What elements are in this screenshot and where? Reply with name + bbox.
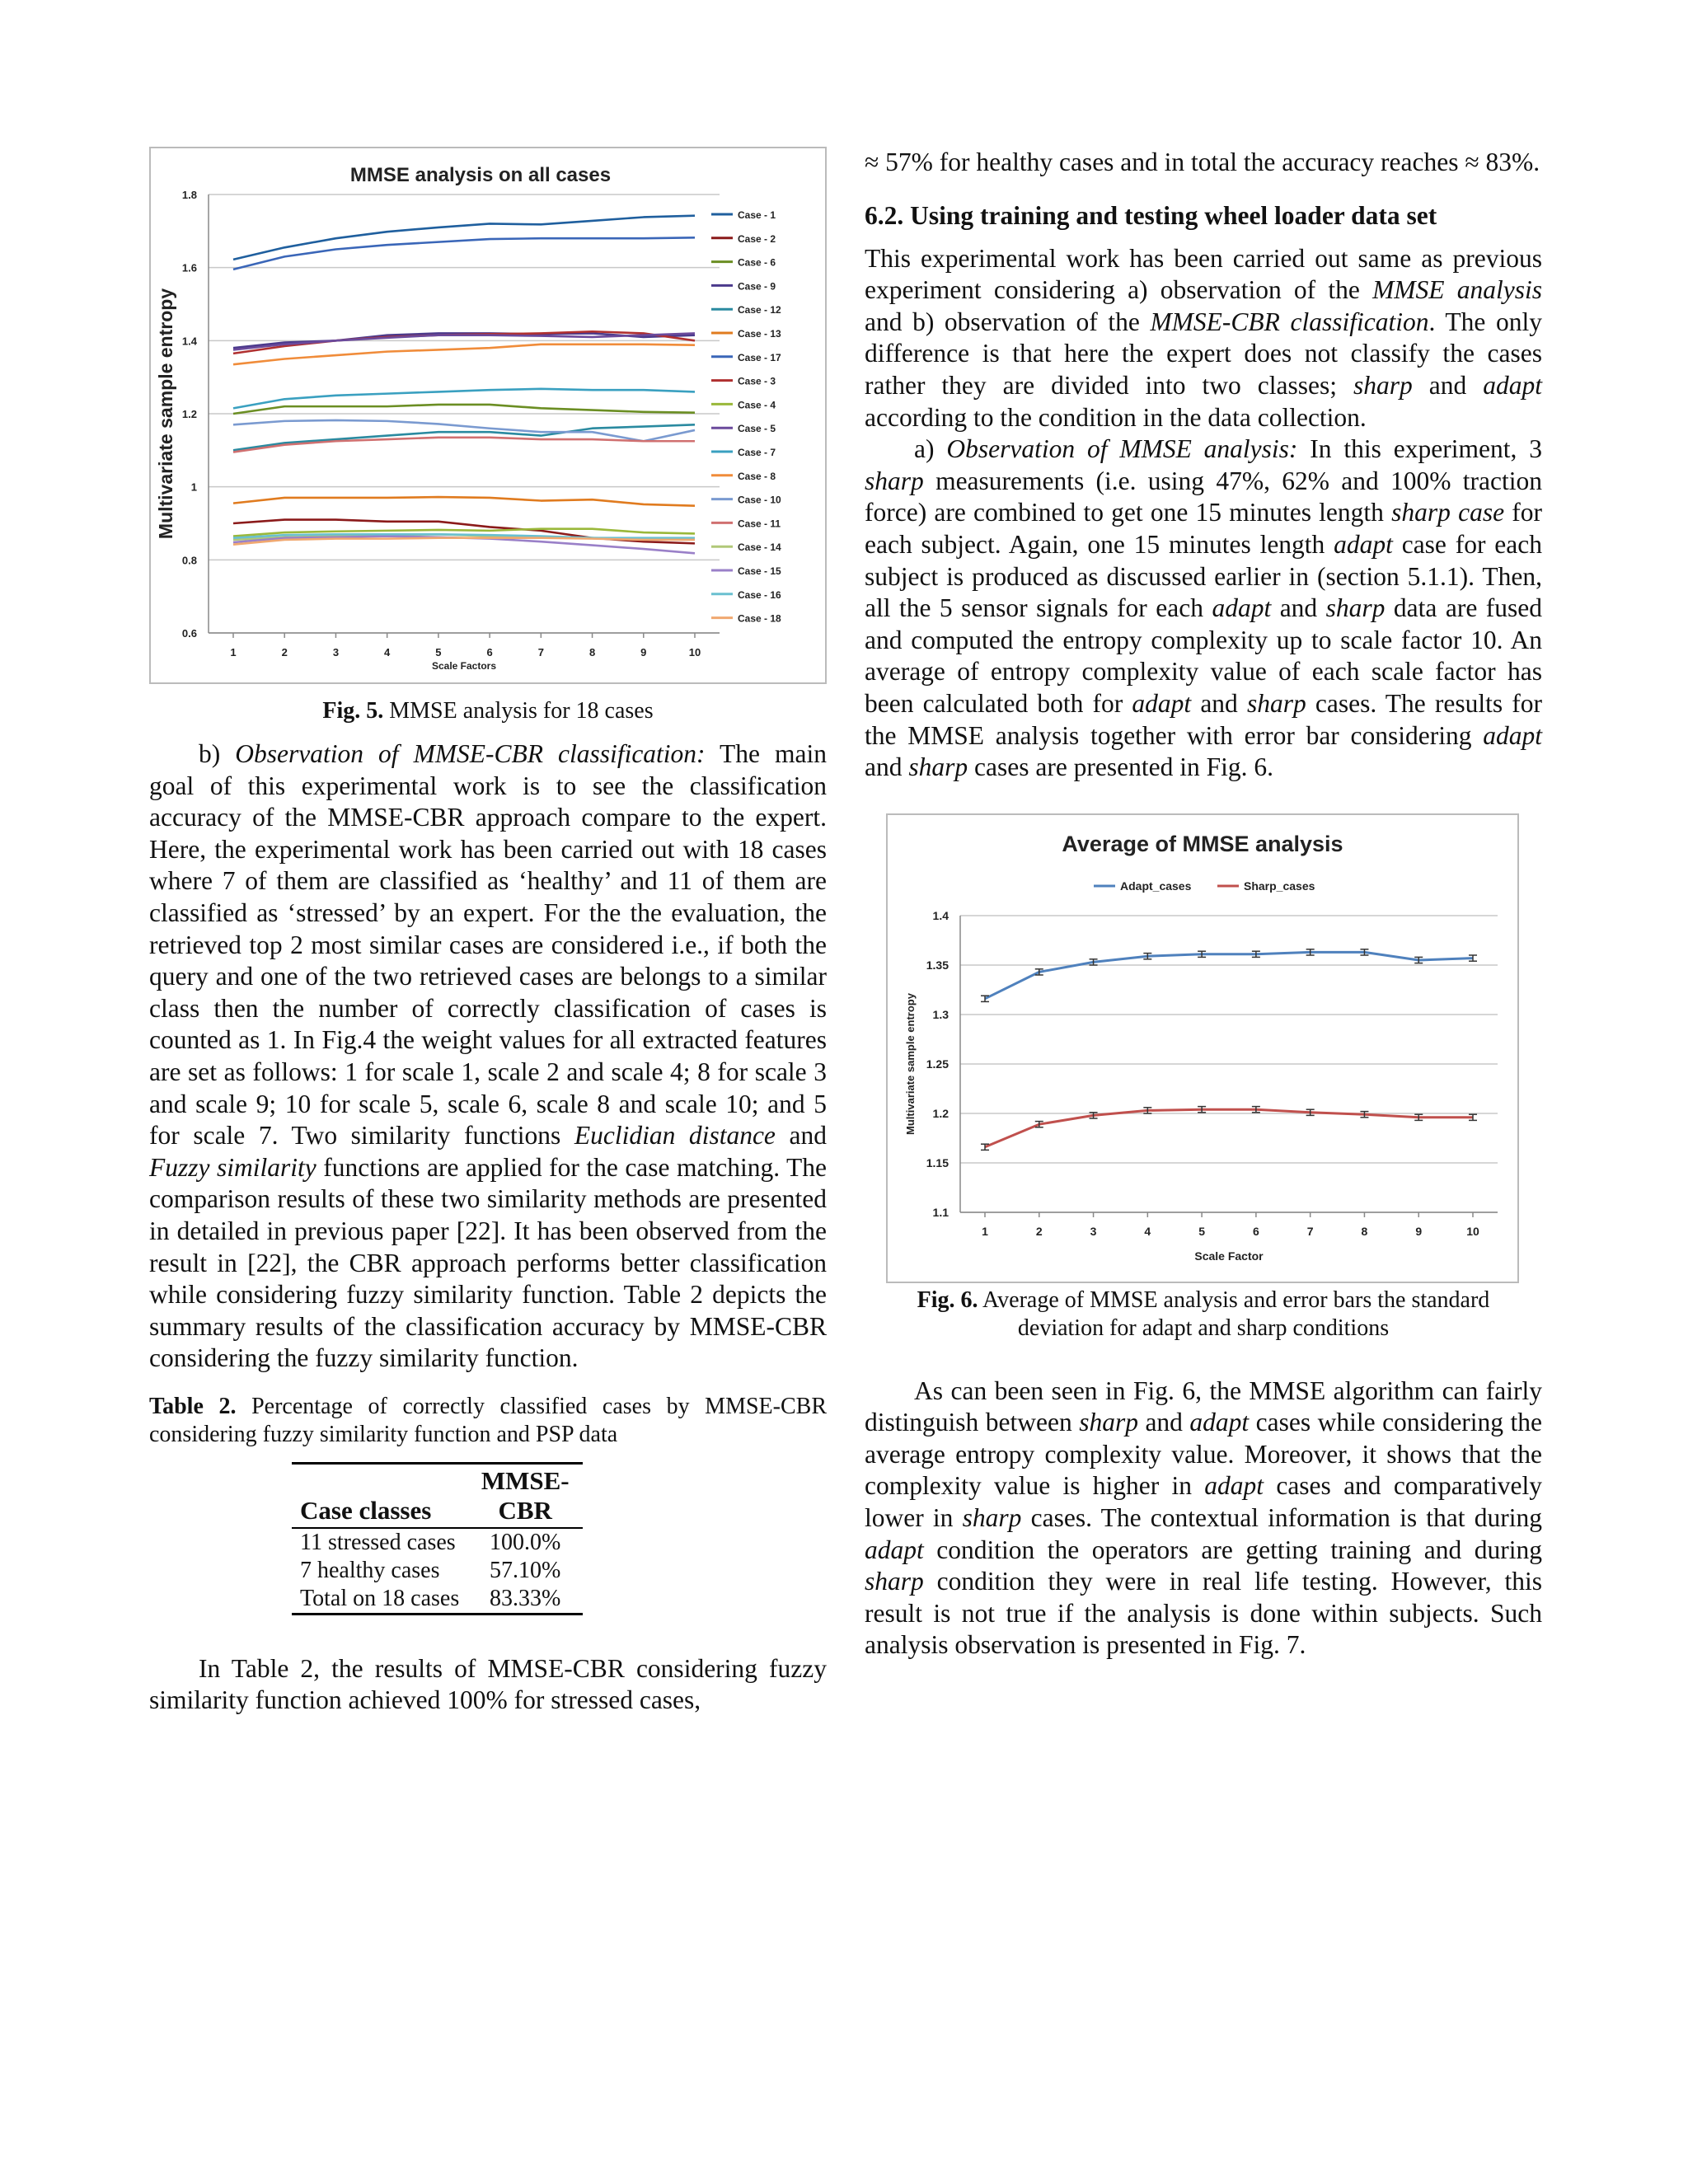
legend-label: Case - 8 xyxy=(738,470,776,482)
x-tick-label: 5 xyxy=(1198,1224,1206,1238)
y-tick-label: 1.15 xyxy=(926,1155,949,1169)
series-line xyxy=(233,237,695,269)
table2-cell-value: 57.10% xyxy=(490,1557,561,1583)
figure-5 xyxy=(149,147,827,684)
legend-label: Sharp_cases xyxy=(1244,879,1315,893)
x-tick-label: 2 xyxy=(281,646,288,658)
table2-header-mmse-cbr: MMSE-CBR xyxy=(481,1465,570,1525)
series-line xyxy=(233,497,695,506)
fig5-caption-text: MMSE analysis for 18 cases xyxy=(383,698,654,724)
figure-6 xyxy=(886,813,1519,1283)
legend-label: Case - 4 xyxy=(738,399,776,411)
right-paragraph-1: This experimental work has been carried out same as previous experiment considering a) observation of the MMSE analysis and b) observation of the MMSE-CBR classification. The only difference is that here the expert does not classify the cases rather they are divided into two classes; sharp and adapt according to the condition in the data collection. xyxy=(865,243,1543,432)
x-tick-label: 3 xyxy=(1090,1224,1097,1238)
chart-title: MMSE analysis on all cases xyxy=(349,164,612,186)
y-tick-label: 0.6 xyxy=(181,627,197,640)
legend-label: Case - 7 xyxy=(738,447,776,458)
fig6-caption xyxy=(865,1286,1542,1343)
section-heading-6-2: 6.2. Using training and testing wheel loader data set xyxy=(865,200,1437,230)
x-tick-label: 6 xyxy=(1252,1224,1259,1238)
table2-row xyxy=(292,1557,583,1585)
y-tick-label: 1.25 xyxy=(926,1057,949,1071)
right-paragraph-0: ≈ 57% for healthy cases and in total the accuracy reaches ≈ 83%. xyxy=(865,148,1540,176)
series-line xyxy=(233,405,695,414)
table2-row xyxy=(292,1528,583,1557)
left-paragraph-2: In Table 2, the results of MMSE-CBR considering fuzzy similarity function achieved 100% for stressed cases, xyxy=(149,1653,827,1715)
y-tick-label: 1.4 xyxy=(932,908,949,922)
x-tick-label: 7 xyxy=(537,646,544,658)
legend-label: Case - 14 xyxy=(738,541,781,554)
chart-title: Average of MMSE analysis xyxy=(1062,831,1343,856)
y-tick-label: 1.4 xyxy=(181,335,197,348)
left-column xyxy=(149,147,827,1717)
legend-label: Case - 16 xyxy=(738,588,781,601)
left-paragraph-1: b) Observation of MMSE-CBR classification: The main goal of this experimental work is to see the classification accuracy of the MMSE-CBR approach compare to the expert. Here, the experimental work has been carried out with 18 cases where 7 of them are classified as ‘healthy’ and 11 of them are classified as ‘stressed’ by an expert. For the the evaluation, the retrieved top 2 most similar cases are considered i.e., if both the query and one of the two retrieved cases are belongs to a similar class then the number of correctly classification of cases is counted as 1. In Fig.4 the weight values for all extracted features are set as follows: 1 for scale 1, scale 2 and scale 4; 8 for scale 3 and scale 9; 10 for scale 5, scale 6, scale 8 and scale 10; and 5 for scale 7. Two similarity functions Euclidian distance and Fuzzy similarity functions are applied for the case matching. The comparison results of these two similarity methods are presented in detailed in previous paper [22]. It has been observed from the result in [22], the CBR approach performs better classification while considering fuzzy similarity function. Table 2 depicts the summary results of the classification accuracy by MMSE-CBR considering the fuzzy similarity function. xyxy=(149,739,828,1373)
right-paragraph-3: As can been seen in Fig. 6, the MMSE algorithm can fairly distinguish between sharp and adapt cases while considering the average entropy complexity value. Moreover, it shows that the complexity value is higher in adapt cases and comparatively lower in sharp cases. The contextual information is that during adapt condition the operators are getting training and during sharp condition they were in real life testing. However, this result is not true if the analysis is done within subjects. Such analysis observation is presented in Fig. 7. xyxy=(865,1376,1543,1660)
table2-cell-label: Total on 18 cases xyxy=(300,1585,460,1611)
fig5-caption xyxy=(149,697,827,725)
legend-label: Case - 18 xyxy=(738,612,781,625)
x-tick-label: 9 xyxy=(1415,1224,1423,1238)
legend-label: Case - 15 xyxy=(738,565,781,577)
y-tick-label: 1.3 xyxy=(932,1007,949,1021)
x-tick-label: 10 xyxy=(1466,1224,1479,1238)
x-axis-label: Scale Factors xyxy=(431,660,497,672)
legend-label: Case - 17 xyxy=(738,351,781,363)
table2-row xyxy=(292,1585,583,1615)
series-line xyxy=(233,438,695,452)
legend-label: Case - 2 xyxy=(738,232,776,245)
table2-cell-value: 100.0% xyxy=(490,1529,561,1555)
fig6-caption-label: Fig. 6. xyxy=(917,1286,978,1313)
legend-label: Case - 3 xyxy=(738,375,776,387)
y-tick-label: 0.8 xyxy=(181,554,197,567)
right-paragraph-2: a) Observation of MMSE analysis: In this experiment, 3 sharp measurements (i.e. using 47%, 62% and 100% traction force) are combined to get one 15 minutes length sharp case for each subject. Again, one 15 minutes length adapt case for each subject is produced as discussed earlier in (section 5.1.1). Then, all the 5 sensor signals for each adapt and sharp data are fused and computed the entropy complexity up to scale factor 10. An average of entropy complexity value of each scale factor has been calculated both for adapt and sharp cases. The results for the MMSE analysis together with error bar considering adapt and sharp cases are presented in Fig. 6. xyxy=(865,434,1543,782)
y-tick-label: 1.1 xyxy=(932,1205,949,1219)
legend-label: Case - 13 xyxy=(738,328,781,340)
series-line xyxy=(233,344,695,364)
y-tick-label: 1.6 xyxy=(181,261,197,274)
legend-label: Case - 10 xyxy=(738,494,781,506)
legend-label: Case - 12 xyxy=(738,304,781,316)
x-tick-label: 4 xyxy=(1144,1224,1151,1238)
legend-label: Case - 1 xyxy=(738,209,776,221)
x-tick-label: 9 xyxy=(640,646,647,658)
y-tick-label: 1.8 xyxy=(181,189,197,201)
legend-label: Case - 9 xyxy=(738,280,776,293)
x-axis-label: Scale Factor xyxy=(1194,1249,1264,1263)
x-tick-label: 8 xyxy=(1361,1224,1368,1238)
x-tick-label: 7 xyxy=(1306,1224,1314,1238)
table2-caption: Table 2. Percentage of correctly classified cases by MMSE-CBR considering fuzzy similarity function and PSP data xyxy=(149,1393,828,1447)
x-tick-label: 3 xyxy=(332,646,340,658)
x-tick-label: 8 xyxy=(588,646,596,658)
y-tick-label: 1 xyxy=(190,480,197,494)
x-tick-label: 1 xyxy=(230,646,237,658)
y-axis-label: Multivariate sample entropy xyxy=(904,992,917,1135)
legend-label: Case - 11 xyxy=(738,518,781,530)
series-line xyxy=(985,952,1473,998)
y-tick-label: 1.35 xyxy=(926,958,949,972)
table2-cell-label: 11 stressed cases xyxy=(300,1529,456,1555)
y-axis-label: Multivariate sample entropy xyxy=(155,288,176,540)
fig5-chart xyxy=(151,148,825,682)
table2-header-case-classes: Case classes xyxy=(300,1495,432,1525)
fig6-caption-text: Average of MMSE analysis and error bars the standard deviation for adapt and sharp conditions xyxy=(978,1286,1490,1341)
x-tick-label: 4 xyxy=(384,646,391,658)
right-column xyxy=(865,147,1542,1661)
table2-cell-label: 7 healthy cases xyxy=(300,1557,440,1583)
legend-label: Case - 6 xyxy=(738,256,776,269)
y-tick-label: 1.2 xyxy=(181,408,197,420)
legend-label: Case - 5 xyxy=(738,423,776,435)
table2-cell-value: 83.33% xyxy=(490,1585,561,1611)
x-tick-label: 2 xyxy=(1035,1224,1043,1238)
x-tick-label: 5 xyxy=(435,646,442,658)
x-tick-label: 10 xyxy=(688,646,701,658)
series-line xyxy=(985,1109,1473,1147)
x-tick-label: 1 xyxy=(982,1224,988,1238)
fig6-chart xyxy=(888,815,1517,1282)
fig5-caption-label: Fig. 5. xyxy=(322,698,384,724)
legend-label: Adapt_cases xyxy=(1120,879,1192,893)
y-tick-label: 1.2 xyxy=(932,1106,949,1120)
x-tick-label: 6 xyxy=(486,646,493,658)
table-2 xyxy=(292,1462,583,1615)
